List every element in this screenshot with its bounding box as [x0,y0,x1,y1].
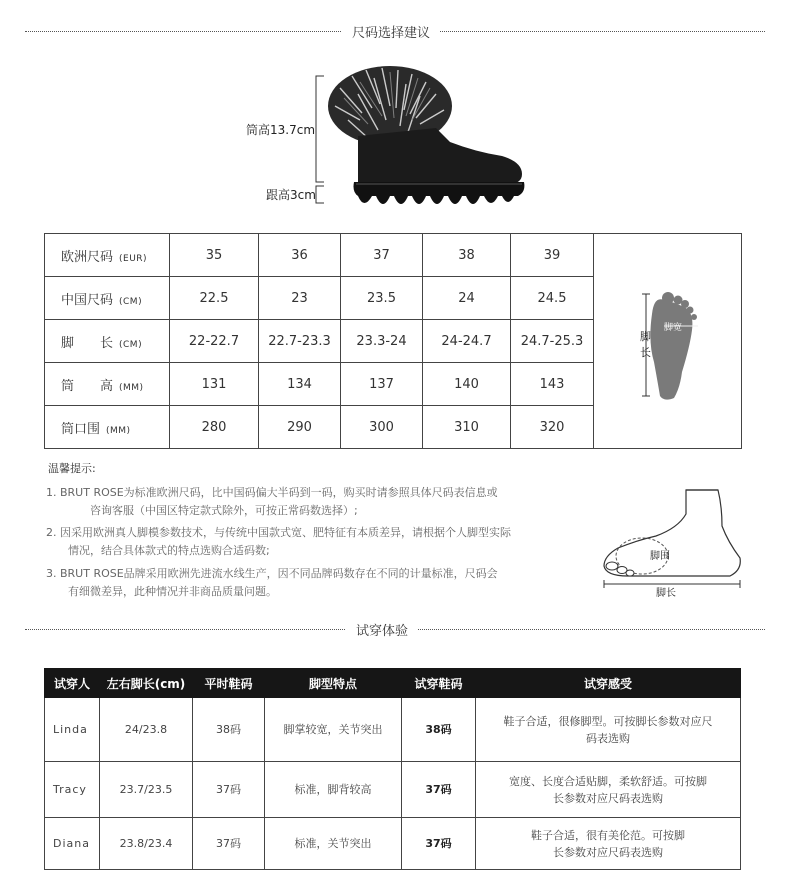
size-row-label [45,277,170,320]
size-row-label-text: 筒口围 [61,421,101,437]
foot-side-diagram [598,486,748,598]
trial-cell-usual: 37码 [193,762,265,818]
size-cell: 140 [423,363,511,406]
size-cell: 24.5 [511,277,594,320]
size-row-label [45,234,170,277]
tip-item-3 [46,565,576,601]
foot-sole-diagram-cell [594,234,742,449]
size-row-unit: (CM) [119,296,143,307]
size-cell: 310 [423,406,511,449]
size-cell: 23.3-24 [341,320,423,363]
tips-title: 温馨提示: [48,462,96,475]
trial-row [45,698,741,762]
size-cell: 134 [259,363,341,406]
size-row-label [45,406,170,449]
tip-line: 有细微差异，此种情况并非商品质量问题。 [68,585,277,598]
size-cell: 24-24.7 [423,320,511,363]
size-cell: 22.5 [170,277,259,320]
size-cell: 39 [511,234,594,277]
shaft-height-label: 筒高13.7cm [246,123,316,137]
heel-height-label: 跟高3cm [266,188,316,202]
tip-item-1 [46,484,576,520]
trial-row [45,818,741,870]
size-row-label-text: 中国尺码 [61,292,114,308]
trial-cell-foot: 23.7/23.5 [100,762,193,818]
trial-cell-tried: 37码 [402,818,476,870]
feeling-line: 鞋子合适，很有美伦范。可按脚 [531,828,685,842]
size-row-label-text: 脚 长 [61,335,114,351]
size-row-unit: (EUR) [119,253,148,264]
trial-header-cell: 试穿鞋码 [402,669,476,698]
trial-cell-name: Linda [45,698,100,762]
feeling-line: 长参数对应尺码表选购 [553,845,663,859]
size-cell: 137 [341,363,423,406]
trial-header-cell: 试穿感受 [476,669,741,698]
size-cell: 37 [341,234,423,277]
size-row-unit: (MM) [106,425,131,436]
trial-header-cell: 左右脚长(cm) [100,669,193,698]
trial-cell-name: Tracy [45,762,100,818]
size-cell: 23 [259,277,341,320]
foot-length-label-2: 长 [640,346,651,359]
trial-cell-feature: 标准，关节突出 [265,818,402,870]
size-cell: 320 [511,406,594,449]
size-row-label-text: 筒 高 [61,378,114,394]
trial-row [45,762,741,818]
trial-cell-usual: 37码 [193,818,265,870]
size-cell: 300 [341,406,423,449]
size-cell: 22.7-23.3 [259,320,341,363]
size-cell: 280 [170,406,259,449]
trial-header-cell: 试穿人 [45,669,100,698]
size-cell: 36 [259,234,341,277]
trial-cell-feeling [476,698,741,762]
feeling-line: 码表选购 [586,731,630,745]
size-cell: 22-22.7 [170,320,259,363]
trial-cell-foot: 24/23.8 [100,698,193,762]
size-cell: 290 [259,406,341,449]
trial-cell-feeling [476,818,741,870]
feeling-line: 宽度、长度合适贴脚，柔软舒适。可按脚 [509,774,707,788]
tip-line: 情况，结合具体款式的特点选购合适码数; [68,544,270,557]
section-title-size-guide: 尺码选择建议 [342,22,440,41]
trial-cell-tried: 38码 [402,698,476,762]
tip-line: 1. BRUT ROSE为标准欧洲尺码，比中国码偏大半码到一码，购买时请参照具体尺码表信息或 [46,486,498,499]
trial-cell-feature: 脚掌较宽，关节突出 [265,698,402,762]
size-row-unit: (CM) [119,339,143,350]
size-cell: 23.5 [341,277,423,320]
size-cell: 24.7-25.3 [511,320,594,363]
tip-line: 咨询客服（中国区特定款式除外，可按正常码数选择）; [90,504,358,517]
fitting-experience-table [44,668,741,870]
boot-illustration [240,58,540,218]
tip-line: 3. BRUT ROSE品牌采用欧洲先进流水线生产，因不同品牌码数存在不同的计量标准，尺码会 [46,567,498,580]
feeling-line: 长参数对应尺码表选购 [553,791,663,805]
trial-cell-feeling [476,762,741,818]
trial-cell-tried: 37码 [402,762,476,818]
trial-cell-name: Diana [45,818,100,870]
trial-header-cell: 脚型特点 [265,669,402,698]
size-cell: 35 [170,234,259,277]
size-row-unit: (MM) [119,382,144,393]
feeling-line: 鞋子合适，很修脚型。可按脚长参数对应尺 [503,714,713,728]
size-cell: 38 [423,234,511,277]
tip-line: 2. 因采用欧洲真人脚模参数技术，与传统中国款式宽、肥特征有本质差异，请根据个人脚型实际 [46,526,511,539]
tip-item-2 [46,524,576,560]
size-cell: 24 [423,277,511,320]
trial-cell-usual: 38码 [193,698,265,762]
foot-girth-label: 脚围 [650,551,670,562]
size-row-label-text: 欧洲尺码 [61,249,114,265]
size-chart-table [44,233,742,449]
foot-width-label: 脚宽 [664,323,683,333]
section-title-fitting: 试穿体验 [346,620,418,639]
size-cell: 131 [170,363,259,406]
trial-cell-foot: 23.8/23.4 [100,818,193,870]
trial-cell-feature: 标准，脚背较高 [265,762,402,818]
size-row [45,234,742,277]
trial-header-cell: 平时鞋码 [193,669,265,698]
size-row-label [45,320,170,363]
foot-sole-icon [594,238,741,444]
foot-length-label-1: 脚 [640,330,651,343]
foot-length-label: 脚长 [656,588,676,599]
size-row-label [45,363,170,406]
size-cell: 143 [511,363,594,406]
